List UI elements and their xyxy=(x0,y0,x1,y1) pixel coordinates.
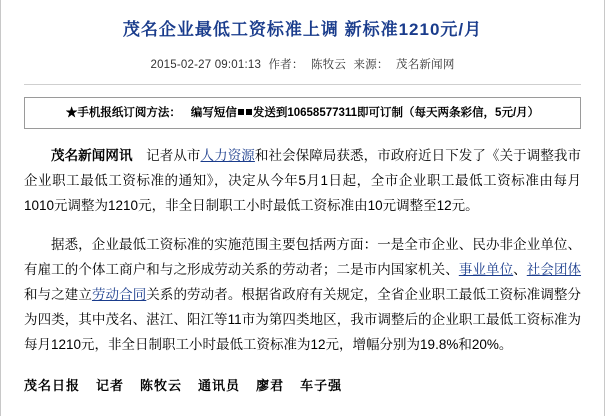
page-title: 茂名企业最低工资标准上调 新标准1210元/月 xyxy=(122,20,483,39)
article-meta xyxy=(16,56,589,72)
source-name: 茂名新闻网 xyxy=(396,59,455,71)
notice-instruction-a: 编写短信 xyxy=(190,107,237,119)
notice-lead: 手机报纸订阅方法： xyxy=(77,107,181,119)
paragraph-2-seg-4: 和与之建立 xyxy=(24,286,92,302)
source-label: 来源： xyxy=(353,59,389,71)
paragraph-2-seg-2: 、 xyxy=(513,261,527,277)
byline-item-3: 通讯员 xyxy=(198,377,241,393)
square-glyph-2 xyxy=(246,109,252,115)
article-content xyxy=(16,0,589,416)
link-public-institution[interactable]: 事业单位 xyxy=(458,261,514,277)
paragraph-1-seg-2: 和社会保障局获悉，市政府近日下发了《关于调整我市企业职工最低工资标准的通知》，决定从今年5月1日起，全市企业职工最低工资标准由每月1010元调整为1210元，非全日制职工小时最低工资标准由10元调整至12元。 xyxy=(24,148,582,213)
article-byline-footer xyxy=(24,375,581,394)
subscription-notice xyxy=(24,97,581,129)
byline-item-5: 车子强 xyxy=(300,377,343,393)
byline-item-2: 陈牧云 xyxy=(140,377,183,393)
paragraph-2 xyxy=(24,232,581,357)
link-labor-contract[interactable]: 劳动合同 xyxy=(91,286,147,302)
byline-item-0: 茂名日报 xyxy=(24,377,81,393)
paragraph-2-seg-0: 据悉，企业最低工资标准的实施范围主要包括两方面：一是全市企业、民办非企业单位、有雇工的个体工商户和与之形成劳动关系的劳动者；二是市内国家机关、 xyxy=(24,236,581,277)
article-body xyxy=(24,143,581,357)
notice-instruction-b: 发送到10658577311即可订制（每天两条彩信，5元/月） xyxy=(252,107,540,119)
byline-item-1: 记者 xyxy=(96,377,125,393)
author-name: 陈牧云 xyxy=(310,59,347,71)
link-social-organization[interactable]: 社会团体 xyxy=(526,261,582,277)
byline-item-4: 廖君 xyxy=(256,377,285,393)
star-icon: ★ xyxy=(65,107,78,119)
paragraph-1 xyxy=(24,143,581,218)
header-divider xyxy=(24,84,581,85)
paragraph-1-lead: 茂名新闻网讯 xyxy=(51,148,133,163)
author-label: 作者： xyxy=(268,59,304,71)
square-glyph-1 xyxy=(238,109,244,115)
link-human-resources[interactable]: 人力资源 xyxy=(200,148,255,163)
paragraph-1-seg-0: 记者从市 xyxy=(132,148,201,163)
paragraph-2-seg-6: 关系的劳动者。根据省政府有关规定，全省企业职工最低工资标准调整分为四类，其中茂名、湛江、阳江等11市为第四类地区，我市调整后的企业职工最低工资标准为每月1210元，非全日制职工小时最低工资标准为12元，增幅分别为19.8%和20%。 xyxy=(24,286,582,352)
page-border-left xyxy=(0,0,1,416)
publish-datetime: 2015-02-27 09:01:13 xyxy=(150,59,262,71)
